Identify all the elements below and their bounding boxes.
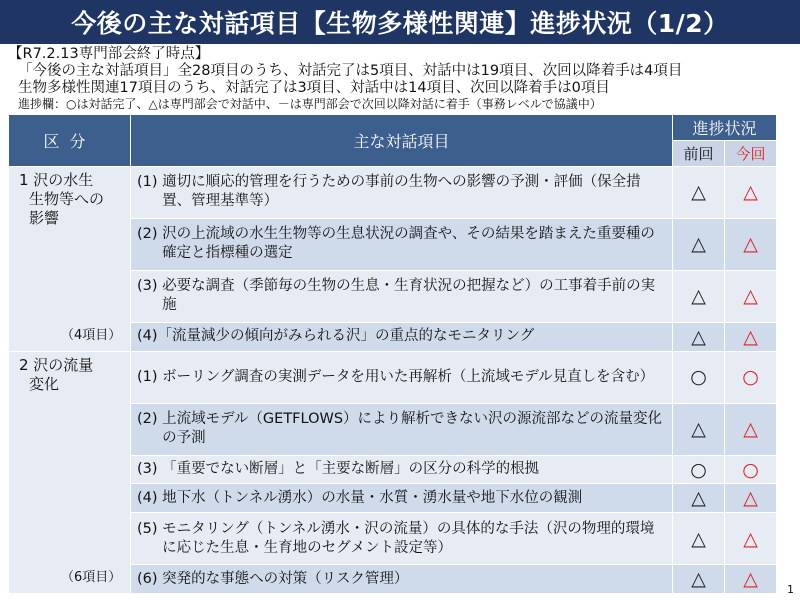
page-number: 1 bbox=[787, 583, 794, 596]
status-prev: △ bbox=[673, 218, 725, 270]
status-prev: △ bbox=[673, 403, 725, 455]
table-row-item: (3) 「重要でない断層」と「主要な断層」の区分の科学的根拠 bbox=[131, 455, 673, 484]
category-label: 影響 bbox=[29, 209, 60, 227]
status-curr: △ bbox=[725, 322, 777, 351]
page-title: 今後の主な対話項目【生物多様性関連】進捗状況（1/2） bbox=[0, 0, 800, 44]
table-row-item: (3) 必要な調査（季節毎の生物の生息・生育状況の把握など）の工事着手前の実施 bbox=[131, 270, 673, 322]
header-prev: 前回 bbox=[673, 141, 725, 167]
status-prev: △ bbox=[673, 513, 725, 565]
status-curr: △ bbox=[725, 484, 777, 513]
header-items: 主な対話項目 bbox=[131, 115, 673, 167]
status-curr: ○ bbox=[725, 455, 777, 484]
category-label: 変化 bbox=[29, 374, 60, 393]
status-prev: △ bbox=[673, 322, 725, 351]
status-prev: ○ bbox=[673, 455, 725, 484]
header-kubun: 区分 bbox=[9, 115, 131, 167]
category-cell bbox=[9, 351, 131, 593]
status-prev: △ bbox=[673, 565, 725, 594]
status-prev: △ bbox=[673, 270, 725, 322]
status-curr: ○ bbox=[725, 351, 777, 403]
category-label: 2 沢の流量 bbox=[19, 355, 94, 374]
progress-legend: 進捗欄：○は対話完了、△は専門部会で対話中、－は専門部会で次回以降対話に着手（事務レベルで協議中） bbox=[18, 97, 602, 111]
status-curr: △ bbox=[725, 218, 777, 270]
category-count: （6項目） bbox=[61, 570, 122, 585]
status-curr: △ bbox=[725, 167, 777, 219]
as-of-label: 【R7.2.13専門部会終了時点】 bbox=[8, 46, 210, 62]
status-curr: △ bbox=[725, 513, 777, 565]
intro-block bbox=[8, 46, 798, 112]
table-row-item: (1) 適切に順応的管理を行うための事前の生物への影響の予測・評価（保全措置、管理基準等） bbox=[131, 167, 673, 219]
header-curr: 今回 bbox=[725, 141, 777, 167]
category-label: 生物等への bbox=[29, 190, 105, 208]
summary-all: 「今後の主な対話項目」全28項目のうち、対話完了は5項目、対話中は19項目、次回以降着手は4項目 bbox=[18, 63, 683, 79]
status-curr: △ bbox=[725, 403, 777, 455]
table-row-item: (2) 上流域モデル（GETFLOWS）により解析できない沢の源流部などの流量変化の予測 bbox=[131, 403, 673, 455]
status-prev: △ bbox=[673, 167, 725, 219]
header-status: 進捗状況 bbox=[673, 115, 777, 141]
summary-bio: 生物多様性関連17項目のうち、対話完了は3項目、対話中は14項目、次回以降着手は0項目 bbox=[18, 80, 610, 96]
status-curr: △ bbox=[725, 270, 777, 322]
category-label: 1 沢の水生 bbox=[19, 171, 94, 189]
category-cell bbox=[9, 167, 131, 352]
progress-table bbox=[8, 114, 777, 594]
table-row-item: (1) ボーリング調査の実測データを用いた再解析（上流域モデル見直しを含む） bbox=[131, 351, 673, 403]
table-row-item: (5) モニタリング（トンネル湧水・沢の流量）の具体的な手法（沢の物理的環境に応じた生息・生育地のセグメント設定等） bbox=[131, 513, 673, 565]
table-row-item: (2) 沢の上流域の水生生物等の生息状況の調査や、その結果を踏まえた重要種の確定と指標種の選定 bbox=[131, 218, 673, 270]
status-curr: △ bbox=[725, 565, 777, 594]
table-row-item: (6) 突発的な事態への対策（リスク管理） bbox=[131, 565, 673, 594]
table-row-item: (4) 地下水（トンネル湧水）の水量・水質・湧水量や地下水位の観測 bbox=[131, 484, 673, 513]
category-count: （4項目） bbox=[61, 327, 122, 343]
status-prev: △ bbox=[673, 484, 725, 513]
table-row-item: (4) 「流量減少の傾向がみられる沢」の重点的なモニタリング bbox=[131, 322, 673, 351]
status-prev: ○ bbox=[673, 351, 725, 403]
